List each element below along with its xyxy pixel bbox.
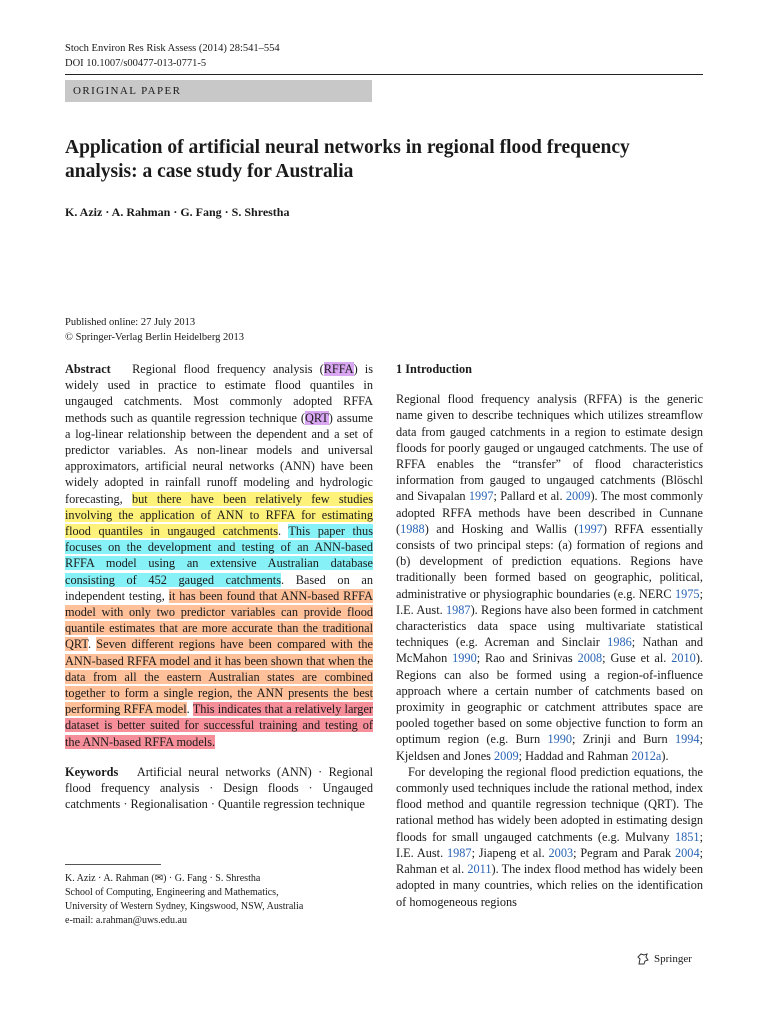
body-text: ; Rahman et al. (396, 845, 704, 877)
citation-link[interactable]: 1851 (674, 829, 700, 844)
body-text: ). The most commonly adopted RFFA methods have been described in Cunnane ( (396, 489, 703, 536)
citation-link[interactable]: 1987 (446, 845, 472, 860)
citation-link[interactable]: 1994 (674, 732, 700, 747)
body-text: ; Pegram and Parak (573, 845, 675, 860)
abstract-text: Regional flood frequency analysis ( (132, 362, 324, 376)
body-text: ; Jiapeng et al. (471, 845, 549, 860)
body-text: ; Zrinji and Burn (572, 732, 675, 747)
doi-line: DOI 10.1007/s00477-013-0771-5 (65, 58, 207, 69)
author-list: K. Aziz · A. Rahman · G. Fang · S. Shrestha (65, 205, 290, 219)
publication-info (65, 316, 244, 345)
highlight-orange-2: Seven different regions have been compared with the ANN-based RFFA model and it has been shown that when the data from all the eastern Australian states are combined together to form a single region, the ANN presents the best performing RFFA model (65, 637, 374, 717)
footnote-rule (65, 864, 161, 865)
published-date: Published online: 27 July 2013 (65, 317, 196, 328)
affiliation-school: School of Computing, Engineering and Mathematics, (65, 887, 279, 898)
article-title: Application of artificial neural networks in regional flood frequency analysis: a case study for Australia (65, 137, 630, 182)
citation-link[interactable]: 1997 (578, 521, 603, 536)
abstract-text: ) assume a log-linear relationship between the dependent and a set of predictor variables. As non-linear models and universal approximators, artificial neural networks (ANN) have been widely adopted in rainfall runoff modeling and hydrologic forecasting, (65, 410, 373, 506)
copyright-line: © Springer-Verlag Berlin Heidelberg 2013 (65, 331, 245, 343)
body-text: ). Regions have also been formed in catchment characteristics data space using multivariate statistical techniques (e.g. Acreman and Sinclair (396, 602, 703, 650)
right-column (396, 361, 703, 910)
highlight-qrt: QRT (304, 410, 329, 425)
citation-link[interactable]: 1990 (452, 651, 477, 666)
citation-link[interactable]: 2009 (565, 489, 591, 504)
abstract-text: . Based on an independent testing, (65, 572, 373, 603)
section-heading: 1 Introduction (396, 362, 472, 376)
journal-citation (65, 41, 280, 71)
abstract-text: ) is widely used in practice to estimate flood quantiles in ungauged catchments. Most commonly adopted RFFA methods such as quantile regression technique ( (65, 362, 373, 425)
abstract-text: . (87, 637, 97, 652)
springer-horse-icon (636, 952, 650, 966)
citation-link[interactable]: 2010 (671, 651, 696, 666)
citation-link[interactable]: 2011 (467, 862, 492, 877)
affiliation-names: K. Aziz · A. Rahman (✉) · G. Fang · S. Shrestha (65, 873, 261, 884)
highlight-rffa: RFFA (323, 362, 354, 376)
body-text: ). Regions can also be formed using a region-of-influence approach where a certain number of catchments based on proximity in geographic or catchment attributes space are pooled together based on some objective function to form an optimum region (e.g. Burn (396, 651, 703, 747)
author-affiliation (65, 872, 375, 928)
article-category-banner: ORIGINAL PAPER (65, 80, 372, 102)
keywords (65, 764, 373, 813)
citation-link[interactable]: 1975 (674, 586, 700, 601)
abstract-label: Abstract (65, 362, 111, 376)
citation-link[interactable]: 2008 (577, 651, 603, 666)
left-column (65, 361, 373, 812)
body-text: ; I.E. Aust. (396, 586, 703, 617)
citation-link[interactable]: 1988 (400, 521, 425, 536)
publisher-logo (636, 952, 692, 966)
citation-link[interactable]: 2003 (548, 845, 574, 860)
highlight-yellow: but there have been relatively few studies involving the application of ANN to RFFA for estimating flood quantiles in ungauged catchments (65, 491, 374, 539)
header-rule (65, 74, 703, 75)
citation-link[interactable]: 1986 (607, 635, 632, 650)
citation-link[interactable]: 1987 (445, 602, 471, 617)
keywords-label: Keywords (65, 764, 119, 779)
affiliation-university: University of Western Sydney, Kingswood, NSW, Australia (65, 901, 304, 912)
body-text: For developing the regional flood prediction equations, the commonly used techniques include the rational method, index flood method and quantile regression technique (QRT). The rational method has widely been adopted in estimating design floods for small ungauged catchments (e.g. Mulvany (396, 764, 703, 844)
citation-link[interactable]: 2012a (631, 748, 662, 763)
citation-link[interactable]: 2004 (675, 845, 700, 860)
highlight-cyan: This paper thus focuses on the development and testing of an ANN-based RFFA model using an extensive Australian database consisting of 452 gauged catchments (65, 524, 373, 587)
body-text: ). (661, 748, 669, 763)
citation-link[interactable]: 1990 (547, 732, 573, 747)
body-text: ; Rao and Srinivas (476, 651, 578, 666)
body-text: ) and Hosking and Wallis ( (424, 521, 579, 536)
abstract-text: . (278, 524, 289, 539)
body-text: ; Kjeldsen and Jones (396, 732, 703, 763)
body-text: ). The index flood method has widely been adopted in many countries, which relies on the identification of homogeneous regions (396, 862, 703, 909)
body-text: ; Nathan and McMahon (396, 635, 703, 666)
journal-line: Stoch Environ Res Risk Assess (2014) 28:541–554 (65, 43, 280, 54)
body-text: ; Guse et al. (602, 651, 672, 666)
highlight-red: This indicates that a relatively larger dataset is better suited for successful training and testing of the ANN-based RFFA models. (65, 702, 374, 749)
body-text: ) RFFA essentially consists of two principal steps: (a) formation of regions and (b) development of prediction equations. Regions have traditionally been formed based on geographic, political, administrative or physiographic boundaries (e.g. NERC (396, 521, 703, 601)
abstract (65, 361, 373, 750)
body-text: ; I.E. Aust. (396, 829, 703, 860)
citation-link[interactable]: 2009 (494, 748, 519, 763)
body-text: ; Haddad and Rahman (518, 748, 632, 763)
affiliation-email[interactable]: e-mail: a.rahman@uws.edu.au (65, 915, 187, 926)
highlight-orange-1: it has been found that ANN-based RFFA model with only two predictor variables can provide flood quantile estimates that are more accurate than the traditional QRT (65, 588, 373, 652)
intro-paragraph-2 (396, 764, 703, 910)
citation-link[interactable]: 1997 (468, 489, 494, 504)
body-text: ; Pallard et al. (493, 489, 566, 504)
abstract-text: . (186, 702, 193, 717)
body-text: Regional flood frequency analysis (RFFA) is the generic name given to describe techniques which utilizes streamflow data from gauged catchments in a region to estimate design floods for poorly gauged or ungauged catchments. The use of RFFA enables the “transfer” of flood characteristics information from gauged to ungauged catchments (Blöschl and Sivapalan (396, 392, 703, 504)
publisher-name: Springer (654, 953, 692, 965)
intro-paragraph-1 (396, 391, 703, 764)
keywords-text: Artificial neural networks (ANN) · Regional flood frequency analysis · Design floods · Ungauged catchments · Regionalisation · Quantile regression technique (65, 764, 373, 812)
